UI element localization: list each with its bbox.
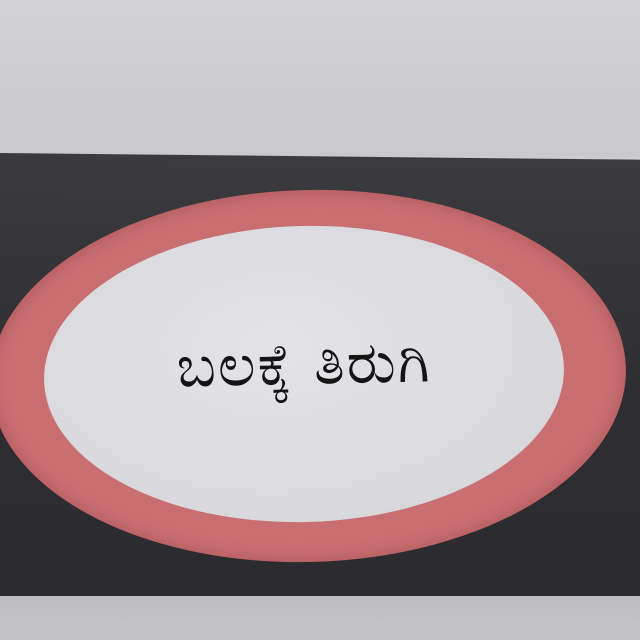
wall-background bbox=[0, 0, 640, 156]
sign-text: ಬಲಕ್ಕೆ ತಿರುಗಿ bbox=[175, 327, 433, 401]
lower-wall-strip bbox=[0, 596, 640, 640]
